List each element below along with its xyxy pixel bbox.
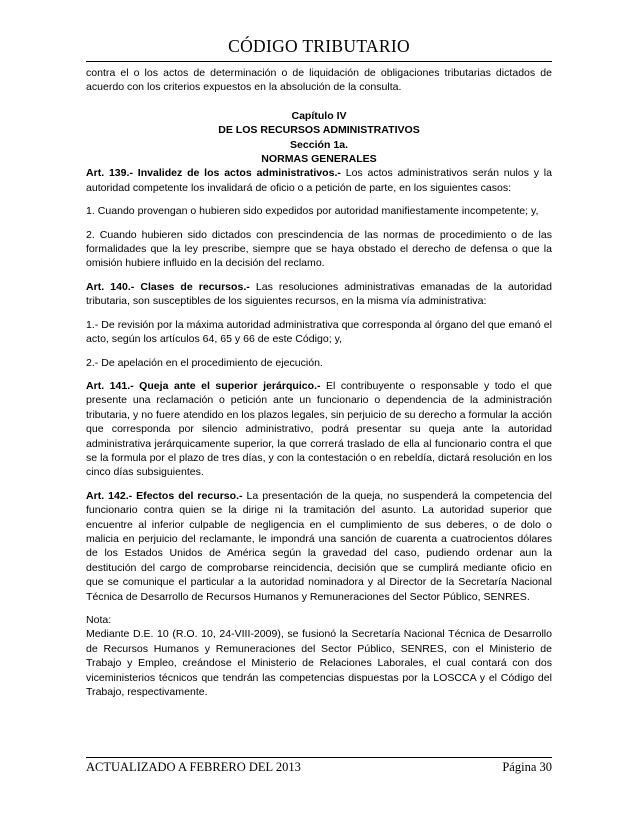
page-footer <box>86 760 552 775</box>
section-heading: Sección 1a. <box>289 138 349 151</box>
article-139-title: Art. 139.- Invalidez de los actos administrativos.- <box>86 167 341 180</box>
article-142-title: Art. 142.- Efectos del recurso.- <box>86 489 243 502</box>
footer-page-number: Página 30 <box>502 760 552 774</box>
page-header-title: CÓDIGO TRIBUTARIO <box>228 36 410 56</box>
article-140-text: Las resoluciones administrativas emanadas de la autoridad tributaria, son susceptibles de los siguientes recursos, en la misma vía administrativa: <box>86 280 552 308</box>
chapter-heading-block <box>86 109 552 167</box>
intro-paragraph: contra el o los actos de determinación o de liquidación de obligaciones tributarias dictados de acuerdo con los criterios expuestos en la absolución de la consulta. <box>86 67 552 94</box>
section-title: NORMAS GENERALES <box>261 153 377 166</box>
article-139-item-2: 2. Cuando hubieren sido dictados con prescindencia de las normas de procedimiento o de las formalidades que la ley prescribe, siempre que se haya obstado el derecho de defensa o que la omisión hubiere influido en la decisión del reclamo. <box>86 228 552 270</box>
article-140 <box>86 280 552 309</box>
article-140-title: Art. 140.- Clases de recursos.- <box>86 280 250 293</box>
article-140-item-2: 2.- De apelación en el procedimiento de ejecución. <box>86 356 323 369</box>
chapter-heading: Capítulo IV <box>291 109 347 122</box>
chapter-title: DE LOS RECURSOS ADMINISTRATIVOS <box>218 124 420 137</box>
note-text: Mediante D.E. 10 (R.O. 10, 24-VIII-2009), se fusionó la Secretaría Nacional Técnica de Desarrollo de Recursos Humanos y Remuneraciones del Sector Público, SENRES, con el Ministerio de Trabajo y Empleo, creándose el Ministerio de Relaciones Laborales, el cual contará con dos viceministerios técnicos que tendrán las competencias dispuestas por la LOSCCA y el Código del Trabajo, respectivamente. <box>86 628 552 699</box>
note-label: Nota: <box>86 614 112 626</box>
footer-divider <box>86 757 552 758</box>
article-141-title: Art. 141.- Queja ante el superior jerárquico.- <box>86 379 321 392</box>
article-139-text: Los actos administrativos serán nulos y la autoridad competente los invalidará de oficio o a petición de parte, en los siguientes casos: <box>86 167 553 194</box>
document-body <box>86 66 552 708</box>
footer-updated-label: ACTUALIZADO A FEBRERO DEL 2013 <box>86 760 301 774</box>
article-139 <box>86 166 552 195</box>
article-139-item-1: 1. Cuando provengan o hubieren sido expedidos por autoridad manifiestamente incompetente; y, <box>86 205 539 218</box>
article-142-text: La presentación de la queja, no suspenderá la competencia del funcionario contra quien se la dirige ni la tramitación del asunto. La autoridad superior que encuentre al inferior culpable de negligencia en el cumplimiento de sus deberes, o de dolo o malicia en perjuicio del reclamante, le impondrá una sanción de cuarenta a cuatrocientos dólares de los Estados Unidos de América según la gravedad del caso, pudiendo ordenar aun la destitución del cargo de comprobarse reincidencia, decisión que se cumplirá mediante oficio en que se comunique el particular a la autoridad nominadora y al Director de la Secretaría Nacional Técnica de Desarrollo de Recursos Humanos y Remuneraciones del Sector Público, SENRES. <box>86 489 552 603</box>
header-divider <box>86 61 552 62</box>
article-141-text: El contribuyente o responsable y todo el que presente una reclamación o petición ante un funcionario o dependencia de la administración tributaria, y no fuere atendido en los plazos legales, sin perjuicio de su derecho a formular la acción que corresponda por silencio administrativo, podrá presentar su queja ante la autoridad administrativa jerárquicamente superior, la que correrá traslado de ella al funcionario contra el que se la formula por el plazo de tres días, y con la contestación o en rebeldía, dictará resolución en los cinco días subsiguientes. <box>86 379 552 479</box>
article-141 <box>86 379 552 480</box>
article-140-item-1: 1.- De revisión por la máxima autoridad administrativa que corresponda al órgano del que emanó el acto, según los artículos 64, 65 y 66 de este Código; y, <box>86 318 552 346</box>
article-142 <box>86 489 552 604</box>
